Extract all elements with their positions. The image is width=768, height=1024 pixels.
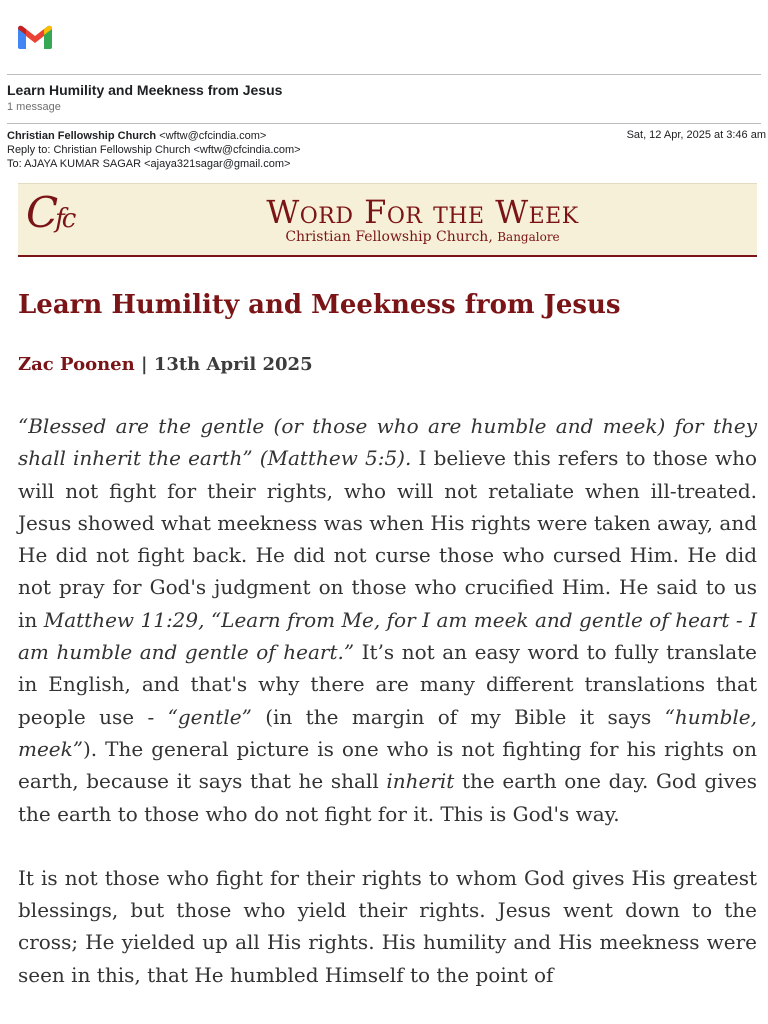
to-line: To: AJAYA KUMAR SAGAR <ajaya321sagar@gmail.com> [7, 158, 291, 170]
paragraph-text: ). The general picture is one who is not fighting for his rights on earth, because it says that he shall [18, 736, 757, 794]
sender-name: Christian Fellowship Church [7, 130, 157, 142]
cfc-logo-big: C [26, 188, 56, 237]
newsletter-banner [18, 183, 757, 257]
email-date: Sat, 12 Apr, 2025 at 3:46 am [626, 129, 766, 141]
subject-divider [7, 123, 761, 124]
article-paragraph [18, 410, 757, 830]
article-body [18, 410, 757, 1023]
article-author[interactable]: Zac Poonen [18, 354, 135, 375]
verse-quote: “Blessed are the gentle (or those who are humble and meek) for they shall inherit the earth” (Matthew 5:5). [18, 414, 757, 471]
banner-church-name: Christian Fellowship Church, [285, 229, 493, 245]
word-humble-meek: “humble, meek” [18, 704, 757, 761]
word-gentle: “gentle” [167, 704, 252, 729]
header-divider [7, 74, 761, 75]
verse-reference: Matthew 11:29, “Learn from Me, for I am meek and gentle of heart - I am humble and gentle of heart.” [18, 607, 757, 665]
article-byline [18, 354, 313, 375]
article-paragraph: It is not those who fight for their rights to whom God gives His greatest blessings, but those who yield their rights. Jesus went down to the cross; He yielded up all His rights. His humility and His meekness were seen in this, that He humbled Himself to the point of [18, 865, 757, 987]
paragraph-text: the earth one day. God gives the earth to those who do not fight for it. This is God's way. [18, 769, 757, 826]
banner-city: Bangalore [497, 230, 560, 244]
email-subject: Learn Humility and Meekness from Jesus [7, 82, 283, 98]
paragraph-text: I believe this refers to those who will not fight for their rights, who will not retaliate when ill-treated. Jesus showed what meekness was when His rights were taken away, and He did not fight back. He did not curse those who cursed Him. He did not pray for God's judgment on those who crucified Him. He said to us in [18, 446, 757, 632]
reply-to-line: Reply to: Christian Fellowship Church <wftw@cfcindia.com> [7, 144, 301, 156]
banner-subtitle [18, 229, 757, 245]
paragraph-text: (in the margin of my Bible it says [251, 704, 665, 729]
from-line [7, 129, 301, 143]
byline-separator: | [134, 354, 154, 375]
paragraph-text: It’s not an easy word to fully translate in English, and that's why there are many different translations that people use - [18, 640, 757, 729]
banner-title: Word For the Week [266, 193, 579, 231]
email-meta [7, 129, 301, 171]
article-title: Learn Humility and Meekness from Jesus [18, 290, 621, 320]
sender-email[interactable]: <wftw@cfcindia.com> [159, 130, 267, 142]
gmail-logo-icon [16, 22, 54, 50]
article-date: 13th April 2025 [153, 354, 313, 375]
message-count: 1 message [7, 101, 61, 113]
cfc-logo-small: fc [55, 204, 74, 234]
word-inherit: inherit [386, 769, 455, 794]
